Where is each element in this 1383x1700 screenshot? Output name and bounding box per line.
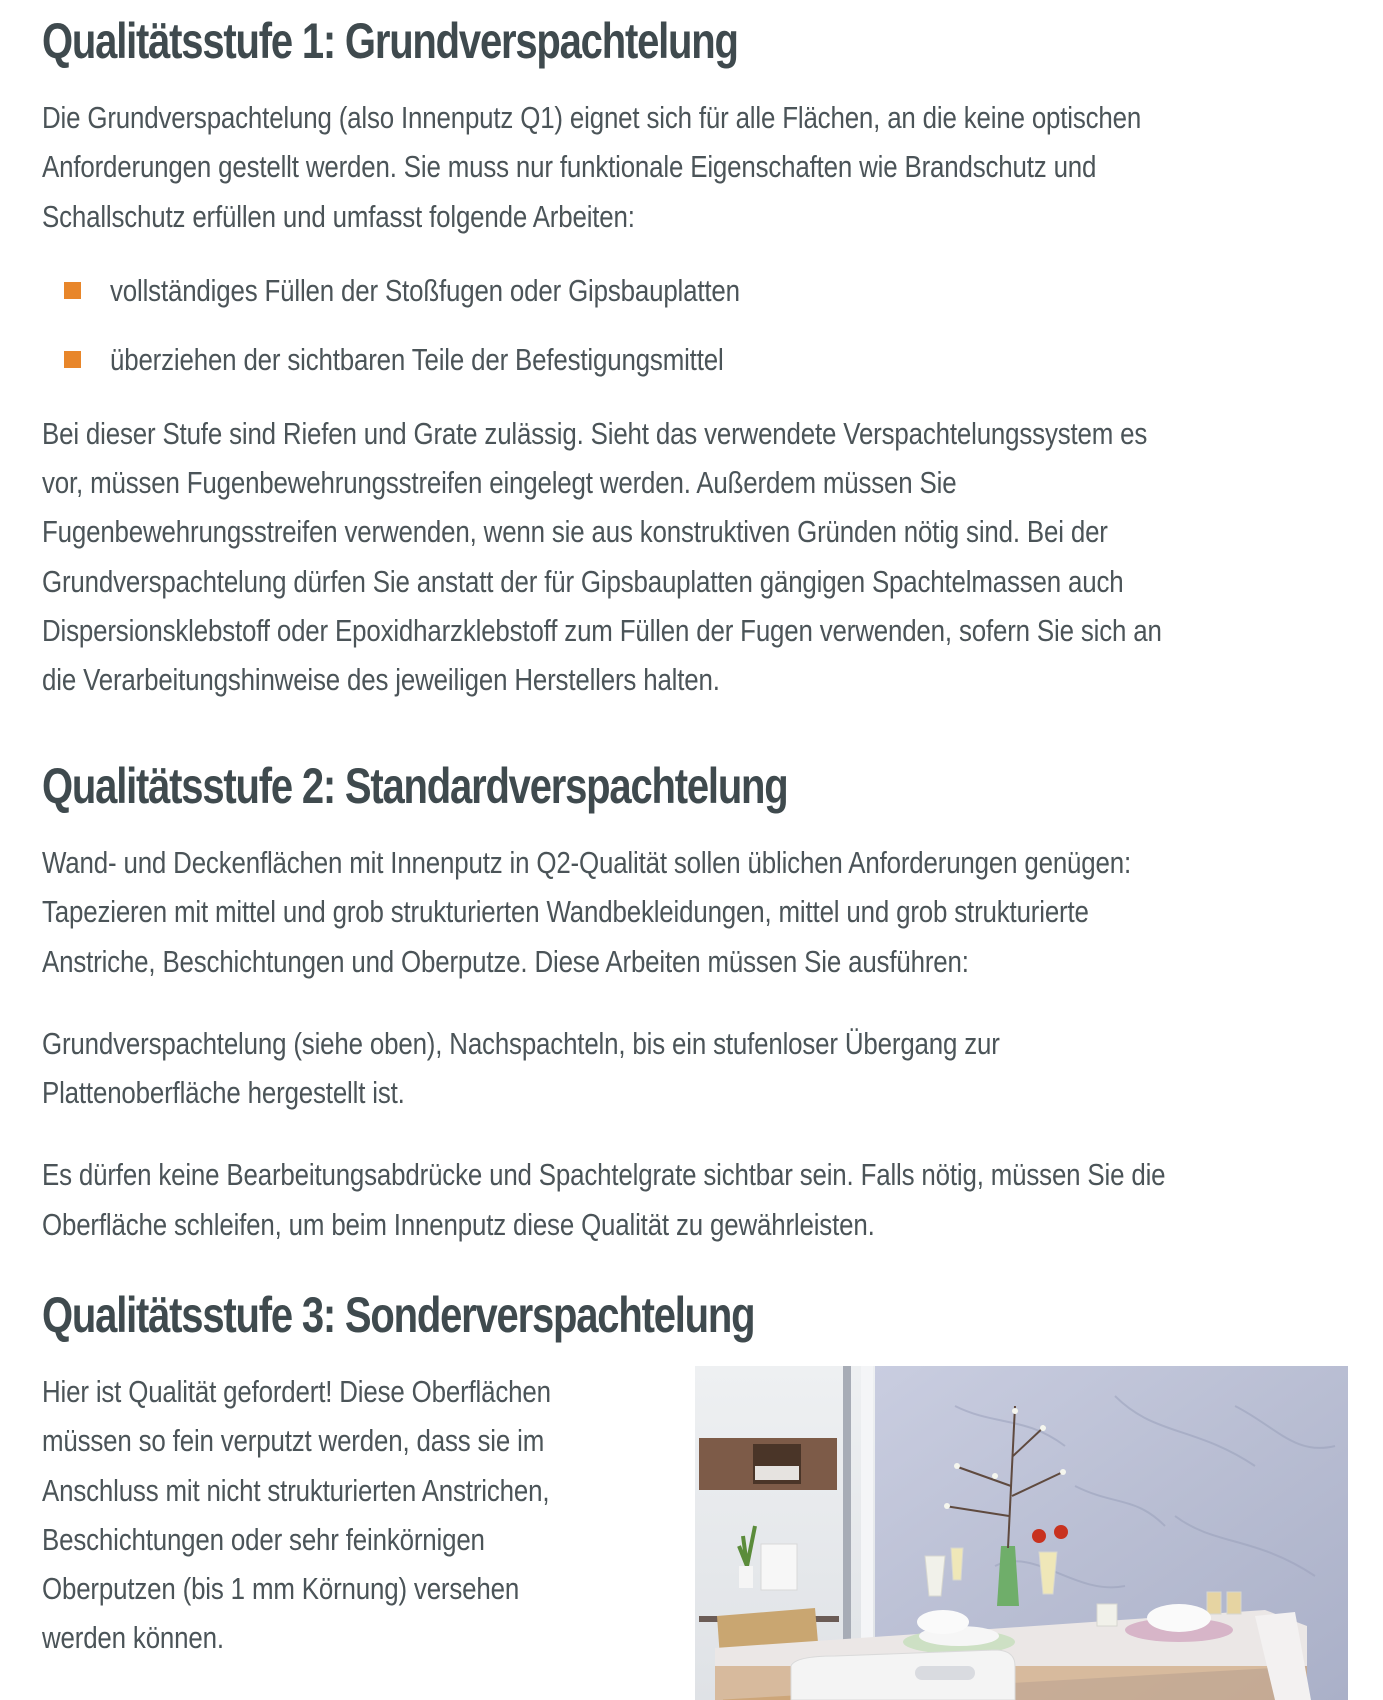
section-body [42,1150,1352,1249]
text-line: Bei dieser Stufe sind Riefen und Grate zulässig. Sieht das verwendete Verspachtelungssystem es [42,415,1148,451]
square-bullet-icon [64,282,81,299]
list-item: überziehen der sichtbaren Teile der Befestigungsmittel [42,325,1352,394]
text-line: Grundverspachtelung (siehe oben), Nachspachteln, bis ein stufenloser Übergang zur [42,1025,1000,1061]
text-line: Es dürfen keine Bearbeitungsabdrücke und Spachtelgrate sichtbar sein. Falls nötig, müssen Sie die [42,1157,1166,1193]
section-heading: Qualitätsstufe 1: Grundverspachtelung [42,13,738,69]
text-line: Anstriche, Beschichtungen und Oberputze. Diese Arbeiten müssen Sie ausführen: [42,943,969,979]
text-line: Beschichtungen oder sehr feinkörnigen [42,1521,485,1557]
text-line: müssen so fein verputzt werden, dass sie im [42,1423,545,1459]
text-line: Plattenoberfläche hergestellt ist. [42,1075,405,1111]
text-line: Oberfläche schleifen, um beim Innenputz diese Qualität zu gewährleisten. [42,1206,875,1242]
text-line: Tapezieren mit mittel und grob strukturierten Wandbekleidungen, mittel und grob strukturierte [42,894,1089,930]
text-line: Oberputzen (bis 1 mm Körnung) versehen [42,1571,520,1607]
dining-room-photo [695,1366,1348,1700]
section-heading: Qualitätsstufe 2: Standardverspachtelung [42,758,788,814]
text-line: Fugenbewehrungsstreifen verwenden, wenn sie aus konstruktiven Gründen nötig sind. Bei der [42,514,1108,550]
section-intro [42,93,1352,241]
dining-room-photo-icon [695,1366,1348,1700]
text-line: Dispersionsklebstoff oder Epoxidharzklebstoff zum Füllen der Fugen verwenden, sofern Sie sich an [42,613,1162,649]
section-intro [42,1367,662,1663]
text-line: Die Grundverspachtelung (also Innenputz Q1) eignet sich für alle Flächen, an die keine optischen [42,100,1142,135]
section-heading: Qualitätsstufe 3: Sonderverspachtelung [42,1287,755,1343]
list-item: vollständiges Füllen der Stoßfugen oder Gipsbauplatten [42,256,1352,325]
text-line: Schallschutz erfüllen und umfasst folgende Arbeiten: [42,198,635,234]
section-q1 [42,11,1352,705]
section-q2 [42,756,1352,1249]
section-body [42,409,1352,705]
section-work [42,1019,1352,1118]
text-line: Grundverspachtelung dürfen Sie anstatt der für Gipsbauplatten gängigen Spachtelmassen auch [42,563,1124,599]
text-line: Anschluss mit nicht strukturierten Anstrichen, [42,1472,550,1508]
text-line: die Verarbeitungshinweise des jeweiligen Herstellers halten. [42,662,720,698]
square-bullet-icon [64,351,81,368]
text-line: vor, müssen Fugenbewehrungsstreifen eingelegt werden. Außerdem müssen Sie [42,465,957,501]
text-line: werden können. [42,1620,224,1656]
section-intro [42,838,1352,986]
text-line: Wand- und Deckenflächen mit Innenputz in Q2-Qualität sollen üblichen Anforderungen genügen: [42,845,1131,880]
text-line: Hier ist Qualität gefordert! Diese Oberflächen [42,1374,551,1409]
text-line: Anforderungen gestellt werden. Sie muss nur funktionale Eigenschaften wie Brandschutz und [42,149,1097,185]
work-list [42,256,1352,394]
